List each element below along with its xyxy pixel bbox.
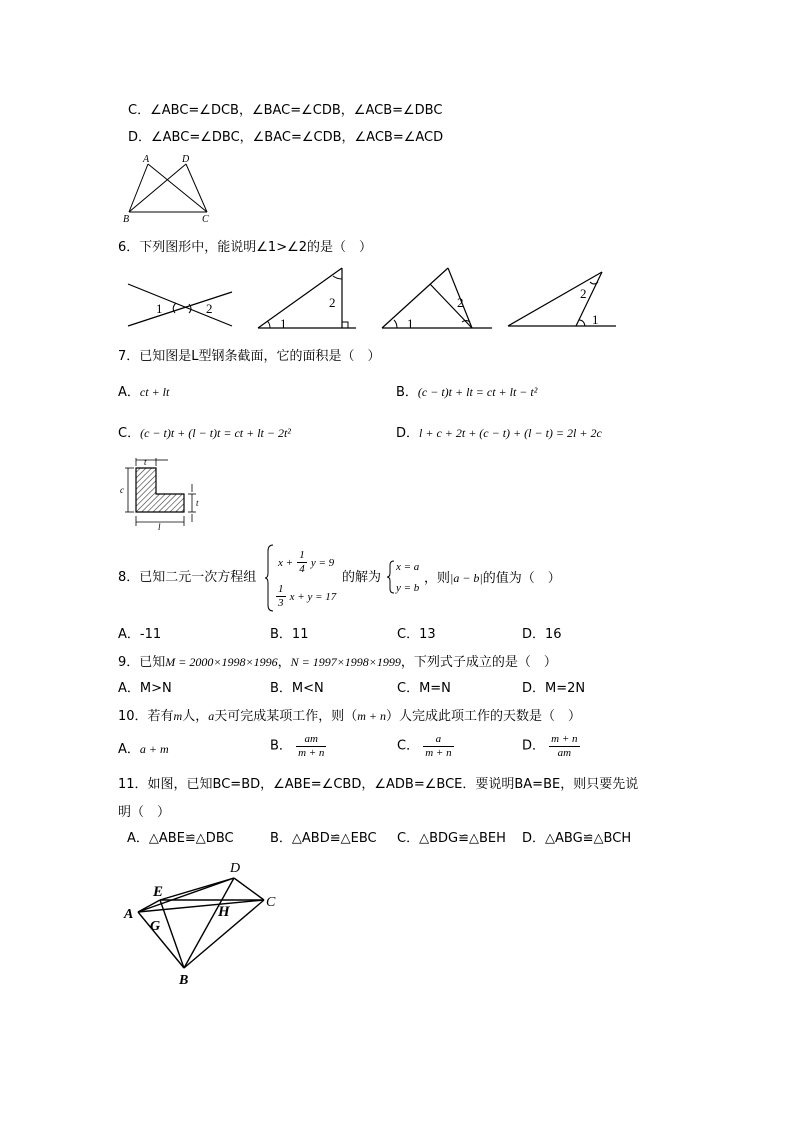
- q10-option-a-expr: a + m: [139, 742, 169, 756]
- q6-fig3-angle1: 1: [407, 316, 414, 331]
- q9-option-d: D．M=2N: [522, 681, 586, 696]
- q10-m: m: [173, 709, 183, 723]
- q10-option-b-num: am: [296, 733, 326, 747]
- q8-prefix: 8．已知二元一次方程组: [118, 570, 257, 585]
- q11-label-b: B: [179, 973, 189, 988]
- q8-eq2-den: 3: [278, 597, 284, 609]
- q8-option-b: B．11: [270, 627, 309, 642]
- q11-label-a: A: [124, 907, 134, 922]
- q9-option-c: C．M=N: [397, 681, 451, 696]
- q10-option-b: [270, 733, 326, 760]
- q11-stem-line2: 明（ ）: [118, 805, 171, 820]
- q8-eq2-num: 1: [278, 583, 284, 595]
- q7-stem: 7．已知图是L型钢条截面，它的面积是（ ）: [118, 349, 381, 364]
- q6-figure-3: [380, 262, 500, 332]
- q8-eq1-b: y = 9: [310, 557, 335, 569]
- q6-fig1-angle1: 1: [156, 301, 163, 316]
- q7-label-t-top: t: [144, 457, 147, 467]
- q9-sep: ，: [277, 655, 291, 670]
- q10-option-a-label: A．: [118, 742, 140, 757]
- q6-stem: 6．下列图形中，能说明∠1>∠2的是（ ）: [118, 240, 373, 255]
- q8-tail: [424, 570, 561, 587]
- q11-label-c: C: [266, 895, 276, 910]
- q10-option-d-den: am: [557, 747, 572, 759]
- q5-label-b: B: [123, 214, 130, 225]
- q10-mn: m + n: [357, 709, 387, 723]
- q10-a: a: [208, 709, 215, 723]
- q7-figure: [118, 456, 208, 536]
- q6-fig4-angle1: 1: [592, 312, 599, 327]
- q6-figure-2: [256, 262, 366, 332]
- q10-option-c-label: C．: [397, 738, 420, 754]
- q8-eq1: [278, 549, 334, 576]
- q11-label-g: G: [150, 919, 161, 934]
- q10-option-d-label: D．: [522, 738, 546, 754]
- q8-eq2-b: x + y = 17: [289, 591, 337, 603]
- q7-option-c-expr: (c − t)t + (l − t)t = ct + lt − 2t²: [140, 426, 291, 440]
- q8-eq1-a: x +: [278, 557, 294, 569]
- q10-option-a: [118, 741, 169, 758]
- q7-option-d-label: D．: [396, 426, 420, 441]
- q11-stem-line1: 11．如图，已知BC=BD，∠ABE=∠CBD，∠ADB=∠BCE．要说明BA=BE，则只要先说: [118, 777, 639, 792]
- q6-fig4-angle2: 2: [580, 286, 587, 301]
- q10-option-b-frac: [296, 733, 326, 760]
- q5-label-a: A: [143, 154, 150, 165]
- q10-p3: 天可完成某项工作，则（: [214, 709, 358, 724]
- q5-option-c: C．∠ABC=∠DCB，∠BAC=∠CDB，∠ACB=∠DBC: [128, 103, 443, 118]
- q7-option-b-expr: (c − t)t + lt = ct + lt − t²: [417, 385, 538, 399]
- q8-option-a: A．-11: [118, 627, 162, 642]
- q7-label-l: l: [158, 522, 161, 532]
- q10-p1: 10．若有: [118, 709, 174, 724]
- q6-fig3-angle2: 2: [457, 295, 464, 310]
- q7-option-b-label: B．: [396, 385, 418, 400]
- q7-option-a-expr: ct + lt: [139, 385, 170, 399]
- q10-option-d-frac: [549, 733, 579, 760]
- q10-option-c-frac: [423, 733, 453, 760]
- q7-option-d-expr: l + c + 2t + (c − t) + (l − t) = 2l + 2c: [419, 426, 602, 440]
- q8-middle: 的解为: [342, 570, 382, 585]
- q9-suffix: ，下列式子成立的是（ ）: [400, 655, 557, 670]
- q11-option-b: B．△ABD≌△EBC: [270, 831, 377, 846]
- q10-option-c-den: m + n: [425, 747, 452, 759]
- q8-solution-brace: [387, 560, 395, 594]
- q8-then: ，则: [424, 571, 451, 586]
- q9-m-expr: M = 2000×1998×1996: [165, 655, 278, 669]
- q8-abs: |a − b|: [450, 571, 483, 585]
- q11-figure: [118, 852, 288, 992]
- q7-option-a: [118, 384, 169, 401]
- q9-n-expr: N = 1997×1998×1999: [290, 655, 401, 669]
- q8-sol2: y = b: [396, 582, 420, 594]
- q8-eq1-num: 1: [299, 549, 305, 561]
- q11-option-c: C．△BDG≌△BEH: [397, 831, 506, 846]
- q5-option-d: D．∠ABC=∠DBC，∠BAC=∠CDB，∠ACB=∠ACD: [128, 130, 444, 145]
- q6-fig2-angle1: 1: [280, 316, 287, 331]
- q8-option-c: C．13: [397, 627, 436, 642]
- q10-option-c: [397, 733, 454, 760]
- q7-option-a-label: A．: [118, 385, 140, 400]
- q10-stem: [118, 708, 581, 725]
- q6-figure-1: [126, 282, 236, 332]
- q9-prefix: 9．已知: [118, 655, 166, 670]
- q8-eq1-den: 4: [299, 563, 305, 575]
- q10-option-d-num: m + n: [551, 733, 578, 745]
- q8-system-brace: [265, 543, 275, 613]
- q10-option-b-den: m + n: [298, 747, 325, 759]
- q8-stem: [118, 570, 256, 586]
- q9-option-a: A．M>N: [118, 681, 172, 696]
- q8-option-d: D．16: [522, 627, 562, 642]
- q8-eq1-frac: [297, 549, 307, 576]
- q10-p4: ）人完成此项工作的天数是（ ）: [386, 709, 582, 724]
- q7-label-c: c: [120, 485, 124, 495]
- q11-option-a: A．△ABE≌△DBC: [127, 831, 234, 846]
- q10-option-c-num: a: [423, 733, 453, 747]
- q5-label-c: C: [202, 214, 209, 225]
- q8-eq2-frac: [276, 583, 286, 610]
- q8-suffix: 的值为（ ）: [482, 571, 561, 586]
- q9-stem: [118, 654, 557, 671]
- q11-label-d: D: [230, 861, 241, 876]
- q7-label-t-right: t: [196, 498, 199, 508]
- q8-sol1: x = a: [396, 561, 420, 573]
- q11-label-h: H: [218, 904, 230, 920]
- q11-label-e: E: [153, 884, 164, 900]
- q8-eq2: [276, 583, 336, 610]
- q6-fig2-angle2: 2: [329, 295, 336, 310]
- q6-fig1-angle2: 2: [206, 301, 213, 316]
- q7-option-d: [396, 425, 602, 442]
- q7-option-c: [118, 425, 291, 442]
- q6-figure-4: [506, 262, 626, 332]
- q7-option-b: [396, 384, 537, 401]
- q10-option-d: [522, 733, 580, 760]
- q5-figure: [118, 152, 218, 225]
- q10-p2: 人，: [182, 709, 209, 724]
- q10-option-b-label: B．: [270, 738, 292, 754]
- q5-label-d: D: [182, 154, 190, 165]
- q9-option-b: B．M<N: [270, 681, 324, 696]
- q7-option-c-label: C．: [118, 426, 141, 441]
- q11-option-d: D．△ABG≌△BCH: [522, 831, 632, 846]
